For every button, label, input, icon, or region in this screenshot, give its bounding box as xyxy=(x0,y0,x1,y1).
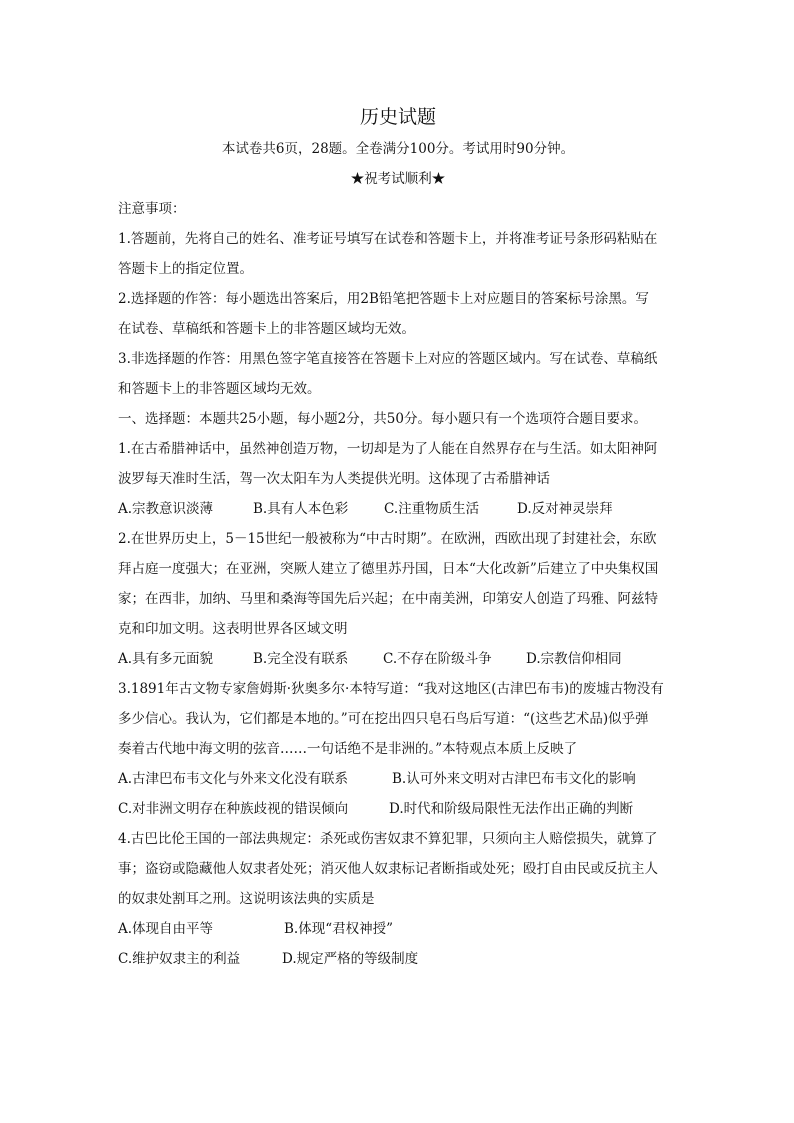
section-heading: 一、选择题：本题共25小题，每小题2分，共50分。每小题只有一个选项符合题目要求。 xyxy=(118,411,647,427)
question-2-options xyxy=(118,644,678,674)
option-c: C.注重物质生活 xyxy=(384,501,480,517)
option-c: C.对非洲文明存在种族歧视的错误倾向 xyxy=(118,801,349,817)
option-a: A.古津巴布韦文化与外来文化没有联系 xyxy=(118,771,349,787)
question-4-text: 事；盗窃或隐藏他人奴隶者处死；消灭他人奴隶标记者断指或处死；殴打自由民或反抗主人 xyxy=(118,861,658,877)
question-3-options xyxy=(118,794,678,824)
notes-line: 在试卷、草稿纸和答题卡上的非答题区域均无效。 xyxy=(118,321,415,337)
notes-line: 答题卡上的指定位置。 xyxy=(118,261,253,277)
option-a: A.宗教意识淡薄 xyxy=(118,501,214,517)
option-b: B.具有人本色彩 xyxy=(253,501,349,517)
option-a: A.具有多元面貌 xyxy=(118,651,214,667)
option-b: B.体现“君权神授” xyxy=(284,921,394,937)
question-1-options xyxy=(118,494,678,524)
notes-line: 和答题卡上的非答题区域均无效。 xyxy=(118,381,321,397)
notes-line: 2.选择题的作答：每小题选出答案后，用2B铅笔把答题卡上对应题目的答案标号涂黑。写 xyxy=(118,291,649,307)
option-d: D.时代和阶级局限性无法作出正确的判断 xyxy=(389,801,634,817)
question-3-text: 多少信心。我认为，它们都是本地的。”可在挖出四只皂石鸟后写道：“(这些艺术品)似乎弹 xyxy=(118,711,649,727)
option-d: D.反对神灵崇拜 xyxy=(517,501,613,517)
question-2-text: 2.在世界历史上，5－15世纪一般被称为“中古时期”。在欧洲，西欧出现了封建社会，东欧 xyxy=(118,531,657,547)
option-d: D.规定严格的等级制度 xyxy=(282,951,419,967)
question-4-text: 4.古巴比伦王国的一部法典规定：杀死或伤害奴隶不算犯罪，只须向主人赔偿损失，就算了 xyxy=(118,831,658,847)
question-4-options xyxy=(118,914,678,944)
option-b: B.认可外来文明对古津巴布韦文化的影响 xyxy=(392,771,636,787)
question-3-text: 3.1891年古文物专家詹姆斯·狄奥多尔·本特写道：“我对这地区(古津巴布韦)的废墟古物没有 xyxy=(118,681,664,697)
option-b: B.完全没有联系 xyxy=(253,651,349,667)
notes-line: 1.答题前，先将自己的姓名、准考证号填写在试卷和答题卡上，并将准考证号条形码粘贴在 xyxy=(118,231,658,247)
exam-page xyxy=(118,100,678,974)
question-4-text: 的奴隶处割耳之刑。这说明该法典的实质是 xyxy=(118,891,375,907)
option-c: C.维护奴隶主的利益 xyxy=(118,951,241,967)
exam-info: 本试卷共6页，28题。全卷满分100分。考试用时90分钟。 xyxy=(221,141,575,157)
page-title: 历史试题 xyxy=(359,106,436,128)
question-2-text: 拜占庭一度强大；在亚洲，突厥人建立了德里苏丹国，日本“大化改新”后建立了中央集权国 xyxy=(118,561,659,577)
question-3-options xyxy=(118,764,678,794)
question-4-options xyxy=(118,944,678,974)
question-2-text: 家；在西非，加纳、马里和桑海等国先后兴起；在中南美洲，印第安人创造了玛雅、阿兹特 xyxy=(118,591,658,607)
question-2-text: 克和印加文明。这表明世界各区域文明 xyxy=(118,621,348,637)
option-d: D.宗教信仰相同 xyxy=(526,651,622,667)
question-3-text: 奏着古代地中海文明的弦音……一句话绝不是非洲的。”本特观点本质上反映了 xyxy=(118,741,578,757)
option-c: C.不存在阶级斗争 xyxy=(383,651,492,667)
good-luck-wish: ★祝考试顺利★ xyxy=(350,171,446,187)
notes-line: 3.非选择题的作答：用黑色签字笔直接答在答题卡上对应的答题区域内。写在试卷、草稿纸 xyxy=(118,351,658,367)
notes-heading: 注意事项： xyxy=(118,201,186,217)
option-a: A.体现自由平等 xyxy=(118,921,214,937)
question-1-text: 波罗每天准时生活，驾一次太阳车为人类提供光明。这体现了古希腊神话 xyxy=(118,471,550,487)
question-1-text: 1.在古希腊神话中，虽然神创造万物，一切却是为了人能在自然界存在与生活。如太阳神阿 xyxy=(118,441,658,457)
